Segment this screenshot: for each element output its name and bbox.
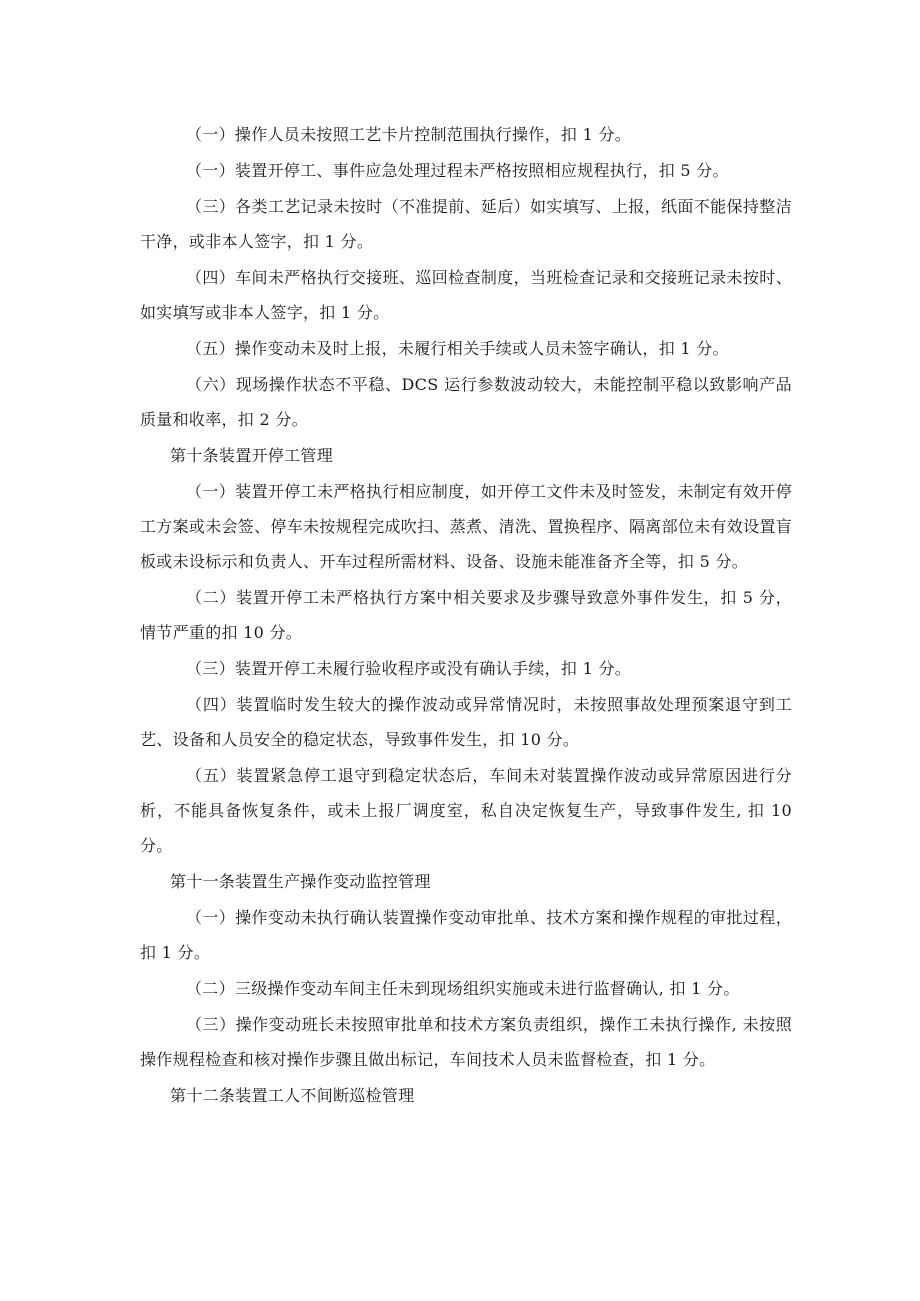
clause-item: （三）各类工艺记录未按时（不准提前、延后）如实填写、上报，纸面不能保持整洁干净，或非本人签字，扣 1 分。	[140, 197, 792, 251]
clause-item: （四）车间未严格执行交接班、巡回检查制度，当班检查记录和交接班记录未按时、如实填写或非本人签字，扣 1 分。	[140, 268, 792, 322]
clause-item: （三）装置开停工未履行验收程序或没有确认手续，扣 1 分。	[186, 659, 632, 678]
clause-item: （四）装置临时发生较大的操作波动或异常情况时，未按照事故处理预案退守到工艺、设备和人员安全的稳定状态，导致事件发生，扣 10 分。	[140, 695, 792, 749]
clause-item: （一）操作变动未执行确认装置操作变动审批单、技术方案和操作规程的审批过程，扣 1 分。	[140, 908, 792, 962]
clause-item: （二）装置开停工未严格执行方案中相关要求及步骤导致意外事件发生，扣 5 分，情节严重的扣 10 分。	[140, 588, 792, 642]
article-heading: 第十一条装置生产操作变动监控管理	[170, 872, 431, 891]
document-page	[140, 117, 792, 1114]
clause-item: （六）现场操作状态不平稳、DCS 运行参数波动较大，未能控制平稳以致影响产品质量和收率，扣 2 分。	[140, 375, 792, 429]
clause-item: （二）三级操作变动车间主任未到现场组织实施或未进行监督确认, 扣 1 分。	[186, 979, 740, 998]
clause-item: （一）操作人员未按照工艺卡片控制范围执行操作，扣 1 分。	[186, 125, 632, 144]
clause-item: （五）操作变动未及时上报，未履行相关手续或人员未签字确认，扣 1 分。	[186, 339, 729, 358]
clause-item: （五）装置紧急停工退守到稳定状态后，车间未对装置操作波动或异常原因进行分析，不能具备恢复条件，或未上报厂调度室，私自决定恢复生产，导致事件发生, 扣 10 分。	[140, 766, 792, 855]
article-heading: 第十二条装置工人不间断巡检管理	[170, 1086, 415, 1105]
clause-item: （三）操作变动班长未按照审批单和技术方案负责组织，操作工未执行操作, 未按照操作规程检查和核对操作步骤且做出标记，车间技术人员未监督检查，扣 1 分。	[140, 1015, 792, 1069]
clause-item: （一）装置开停工、事件应急处理过程未严格按照相应规程执行，扣 5 分。	[186, 161, 729, 180]
article-heading: 第十条装置开停工管理	[170, 446, 334, 465]
clause-item: （一）装置开停工未严格执行相应制度，如开停工文件未及时签发，未制定有效开停工方案或未会签、停车未按规程完成吹扫、蒸煮、清洗、置换程序、隔离部位未有效设置盲板或未设标示和负责人、开车过程所需材料、设备、设施未能准备齐全等，扣 5 分。	[140, 482, 793, 571]
